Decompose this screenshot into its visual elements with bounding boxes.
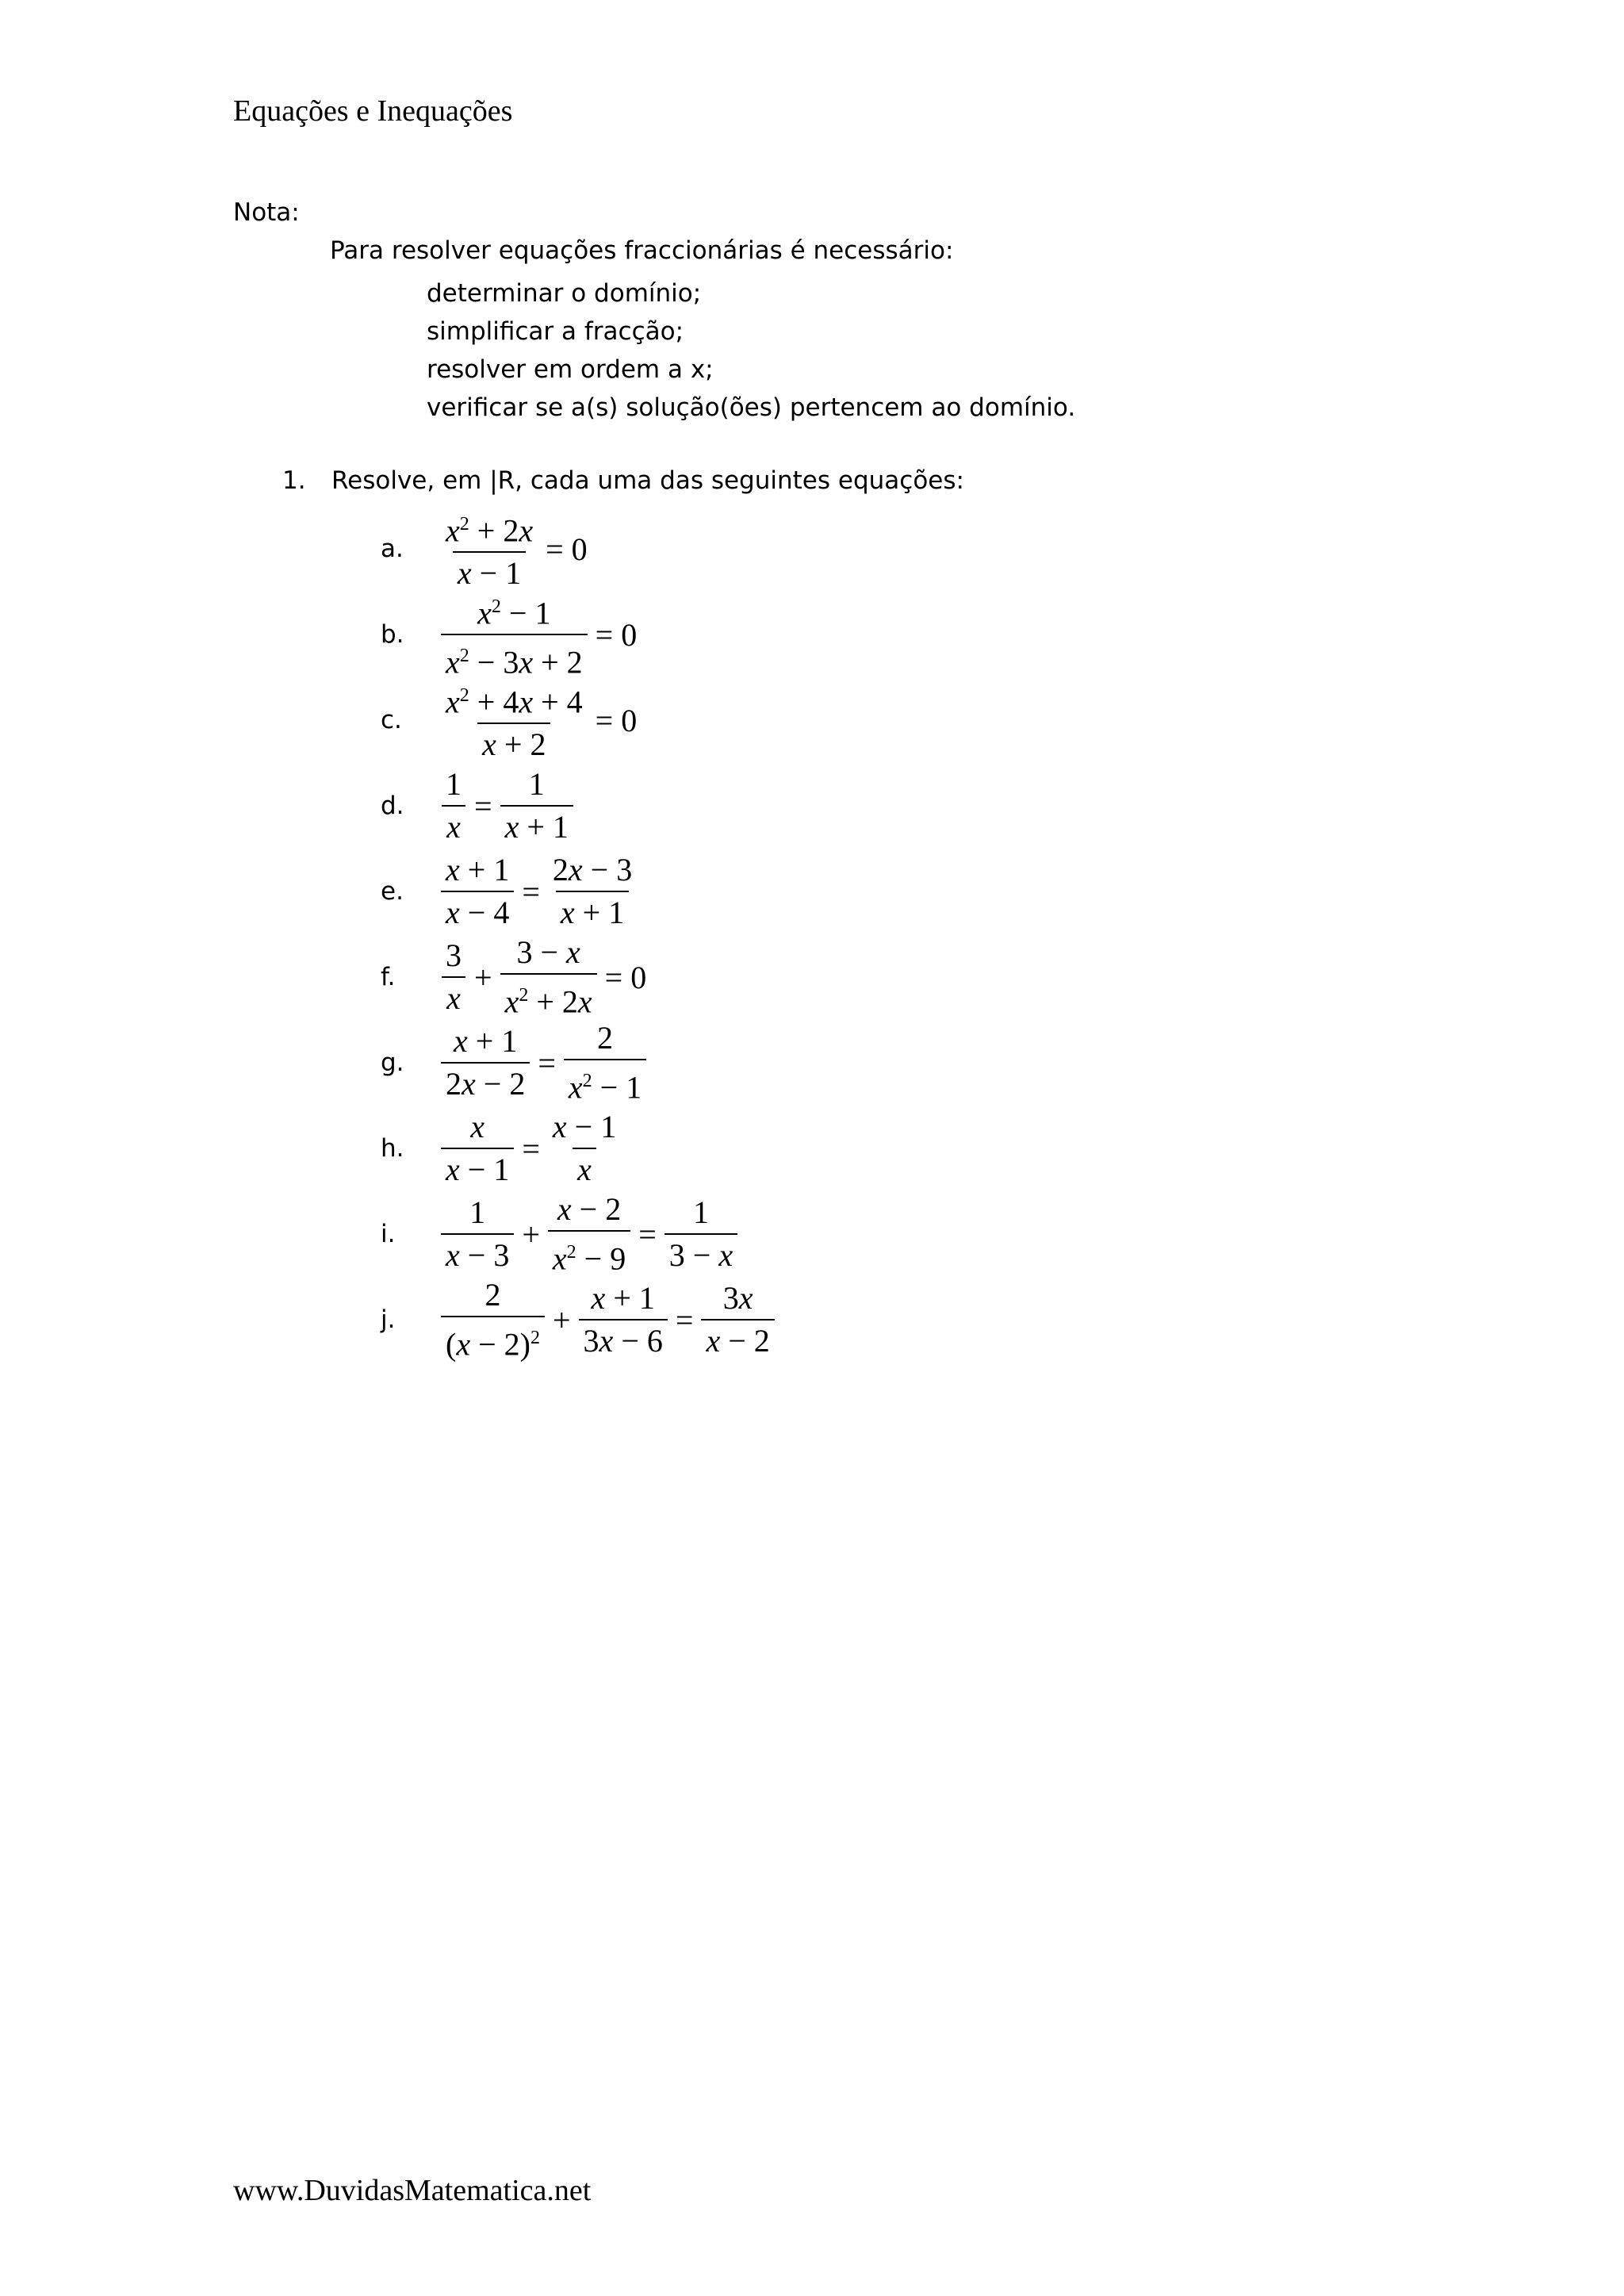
equation-operator: =	[538, 1045, 556, 1081]
equation-expression	[438, 852, 640, 931]
equation-operator: = 0	[604, 959, 647, 995]
equation-item	[381, 677, 778, 763]
fraction-numerator: 1	[446, 766, 462, 802]
fraction-denominator: x + 1	[500, 805, 573, 845]
equation-operator: = 0	[595, 616, 638, 653]
fraction-denominator: x + 1	[556, 891, 629, 931]
fraction-numerator: 3 − x	[516, 933, 580, 970]
equation-list	[381, 506, 778, 1363]
fraction-denominator: 3x − 6	[579, 1319, 668, 1359]
fraction-denominator: 2x − 2	[441, 1062, 530, 1102]
fraction-numerator: x + 1	[591, 1280, 655, 1316]
fraction-denominator: x − 2	[701, 1319, 774, 1359]
equation-item	[381, 1106, 778, 1191]
fraction-denominator: $x^2 - 9$	[548, 1230, 630, 1277]
equation-label: d.	[381, 792, 404, 820]
fraction	[579, 1280, 668, 1359]
fraction-numerator: x	[470, 1109, 485, 1144]
equation-item	[381, 849, 778, 934]
equation-expression	[438, 1020, 649, 1106]
fraction-numerator: 1	[469, 1194, 486, 1230]
fraction-denominator: x + 2	[477, 723, 550, 763]
equation-expression	[438, 1191, 741, 1277]
fraction	[441, 588, 588, 681]
equation-item	[381, 592, 778, 680]
fraction-numerator: x − 1	[552, 1109, 617, 1144]
fraction-denominator: 3 − x	[665, 1233, 737, 1274]
fraction-numerator: 1	[692, 1194, 709, 1230]
equation-label: b.	[381, 620, 404, 649]
note-step: determinar o domínio;	[427, 279, 702, 308]
fraction-numerator: $x^2 + 4x + 4$	[446, 684, 583, 720]
equation-expression	[438, 1277, 778, 1363]
equation-operator: +	[552, 1301, 571, 1338]
equation-label: i.	[381, 1220, 396, 1248]
equation-operator: =	[474, 788, 492, 824]
equation-expression	[438, 506, 592, 592]
exercise-number: 1.	[282, 466, 306, 495]
fraction	[441, 677, 588, 763]
equation-label: e.	[381, 877, 404, 906]
fraction-numerator: 2	[485, 1276, 501, 1313]
equation-item	[381, 934, 778, 1020]
fraction-numerator: x + 1	[446, 852, 510, 887]
equation-item	[381, 1020, 778, 1106]
fraction-numerator: x + 1	[454, 1023, 518, 1059]
equation-label: g.	[381, 1048, 404, 1077]
fraction	[564, 1020, 646, 1106]
fraction-numerator: 2	[597, 1019, 614, 1056]
equation-operator: +	[474, 959, 492, 995]
fraction-numerator: 2x − 3	[552, 852, 633, 887]
fraction	[441, 766, 466, 845]
fraction-denominator: $(x - 2)^2$	[441, 1316, 545, 1363]
equation-operator: =	[675, 1301, 694, 1338]
fraction	[665, 1194, 737, 1274]
fraction	[441, 1277, 545, 1363]
fraction-denominator: x − 1	[441, 1148, 514, 1188]
fraction	[548, 1191, 630, 1277]
equation-item	[381, 1191, 778, 1277]
equation-label: a.	[381, 535, 404, 563]
fraction-numerator: 1	[528, 766, 545, 802]
equation-operator: =	[522, 1130, 540, 1167]
note-intro: Para resolver equações fraccionárias é necessário:	[330, 236, 954, 265]
fraction	[441, 1023, 530, 1102]
fraction-numerator: 3x	[722, 1280, 753, 1316]
note-step: resolver em ordem a x;	[427, 355, 714, 384]
fraction	[500, 934, 597, 1020]
page-header-title: Equações e Inequações	[233, 94, 513, 128]
equation-label: c.	[381, 706, 402, 734]
note-step: simplificar a fracção;	[427, 317, 684, 346]
fraction-denominator: x − 4	[441, 891, 514, 931]
fraction-denominator: $x^2 - 3x + 2$	[441, 634, 588, 680]
equation-expression	[438, 677, 642, 763]
equation-item	[381, 1277, 778, 1363]
equation-operator: = 0	[595, 702, 638, 738]
fraction	[500, 766, 573, 845]
fraction	[441, 1109, 514, 1188]
fraction	[441, 1194, 514, 1274]
fraction	[441, 852, 514, 931]
equation-label: j.	[381, 1305, 396, 1334]
equation-expression	[438, 934, 651, 1020]
page-footer-url: www.DuvidasMatematica.net	[233, 2174, 592, 2207]
equation-label: f.	[381, 963, 396, 991]
fraction-denominator: x	[442, 805, 465, 845]
fraction-denominator: $x^2 + 2x$	[500, 973, 597, 1020]
equation-operator: =	[638, 1216, 657, 1252]
fraction	[441, 937, 466, 1017]
equation-operator: =	[522, 873, 540, 910]
note-step: verificar se a(s) solução(ões) pertencem ao domínio.	[427, 393, 1076, 422]
fraction-denominator: x − 1	[453, 551, 526, 592]
equation-expression	[438, 588, 642, 681]
fraction	[441, 506, 538, 592]
fraction-numerator: 3	[446, 937, 462, 973]
equation-operator: +	[522, 1216, 540, 1252]
fraction-numerator: x − 2	[557, 1190, 622, 1227]
equation-item	[381, 763, 778, 849]
fraction-denominator: x	[442, 976, 465, 1017]
note-title: Nota:	[233, 198, 300, 227]
fraction	[548, 852, 637, 931]
fraction-denominator: x	[573, 1148, 596, 1188]
fraction	[548, 1109, 621, 1188]
fraction-numerator: $x^2 + 2x$	[446, 512, 534, 549]
fraction-denominator: x − 3	[441, 1233, 514, 1274]
fraction-numerator: $x^2 - 1$	[477, 595, 551, 631]
equation-operator: = 0	[546, 531, 588, 567]
exercise-instruction: Resolve, em |R, cada uma das seguintes equações:	[331, 466, 964, 495]
equation-item	[381, 506, 778, 592]
fraction	[701, 1280, 774, 1359]
equation-expression	[438, 1109, 624, 1188]
equation-expression	[438, 766, 576, 845]
note-steps-list	[427, 274, 1075, 427]
equation-label: h.	[381, 1134, 404, 1163]
fraction-denominator: $x^2 - 1$	[564, 1059, 646, 1106]
